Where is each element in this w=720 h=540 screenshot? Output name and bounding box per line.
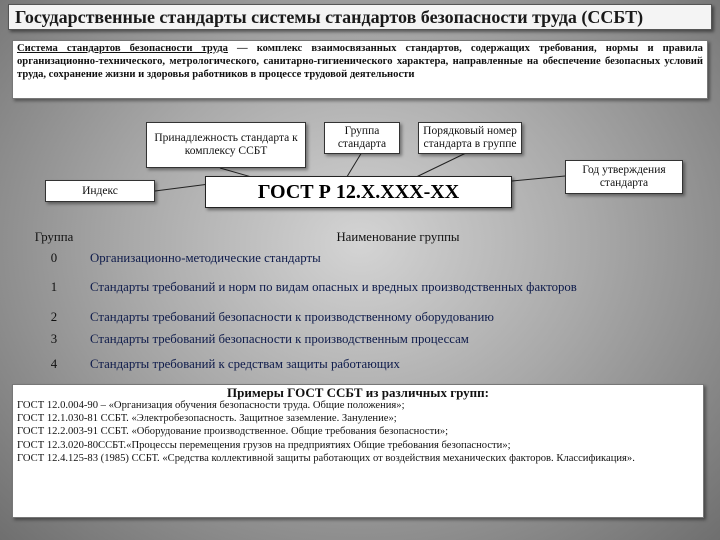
group-number: 4	[50, 356, 58, 371]
group-number: 0	[50, 250, 58, 265]
example-item: ГОСТ 12.4.125-83 (1985) ССБТ. «Средства коллективной защиты работающих от воздействия механических факторов. Классификация».	[17, 452, 635, 464]
group-name: Стандарты требований безопасности к производственному оборудованию	[90, 309, 494, 324]
group-name: Стандарты требований к средствам защиты работающих	[90, 356, 400, 371]
group-number: 3	[50, 331, 58, 346]
label-year: Год утверждения стандарта	[565, 160, 683, 194]
table-row	[18, 350, 706, 378]
example-item: ГОСТ 12.0.004-90 – «Организация обучения безопасности труда. Общие положения»;	[17, 400, 405, 411]
slide-title: Государственные стандарты системы стандартов безопасности труда (ССБТ)	[8, 4, 712, 30]
table-row	[18, 248, 706, 268]
example-item: ГОСТ 12.1.030-81 ССБТ. «Электробезопасность. Защитное заземление. Зануление»;	[17, 413, 397, 425]
table-header	[18, 226, 706, 248]
table-row	[18, 306, 706, 328]
examples-box	[12, 384, 704, 518]
label-belonging: Принадлежность стандарта к комплексу ССБТ	[146, 122, 306, 168]
group-name: Стандарты требований и норм по видам опасных и вредных производственных факторов	[90, 279, 577, 294]
examples-title: Примеры ГОСТ ССБТ из различных групп:	[227, 385, 489, 400]
groups-table	[18, 226, 706, 378]
group-name: Стандарты требований безопасности к производственным процессам	[90, 331, 469, 346]
label-index: Индекс	[45, 180, 155, 202]
table-row	[18, 328, 706, 350]
label-serial: Порядковый номер стандарта в группе	[418, 122, 522, 154]
example-item: ГОСТ 12.3.020-80ССБТ.«Процессы перемещения грузов на предприятиях Общие требования безопасности»;	[17, 439, 511, 451]
table-row	[18, 268, 706, 306]
definition-text: — комплекс взаимосвязанных стандартов, содержащих требования, нормы и правила организационно-технического, метрологического, санитарно-гигиенического характера, направленные на обеспечение безопасных условий труда, сохранение жизни и здоровья работников в процессе трудовой деятельности	[17, 43, 703, 81]
header-group: Группа	[34, 229, 74, 244]
group-number: 1	[50, 279, 58, 294]
group-number: 2	[50, 309, 58, 324]
group-name: Организационно-методические стандарты	[90, 250, 321, 265]
example-item: ГОСТ 12.2.003-91 ССБТ. «Оборудование производственное. Общие требования безопасности»;	[17, 426, 449, 438]
gost-code: ГОСТ Р 12.Х.ХХХ-ХХ	[205, 176, 512, 208]
label-group: Группа стандарта	[324, 122, 400, 154]
header-name: Наименование группы	[336, 229, 460, 244]
definition-term: Система стандартов безопасности труда	[17, 43, 228, 54]
